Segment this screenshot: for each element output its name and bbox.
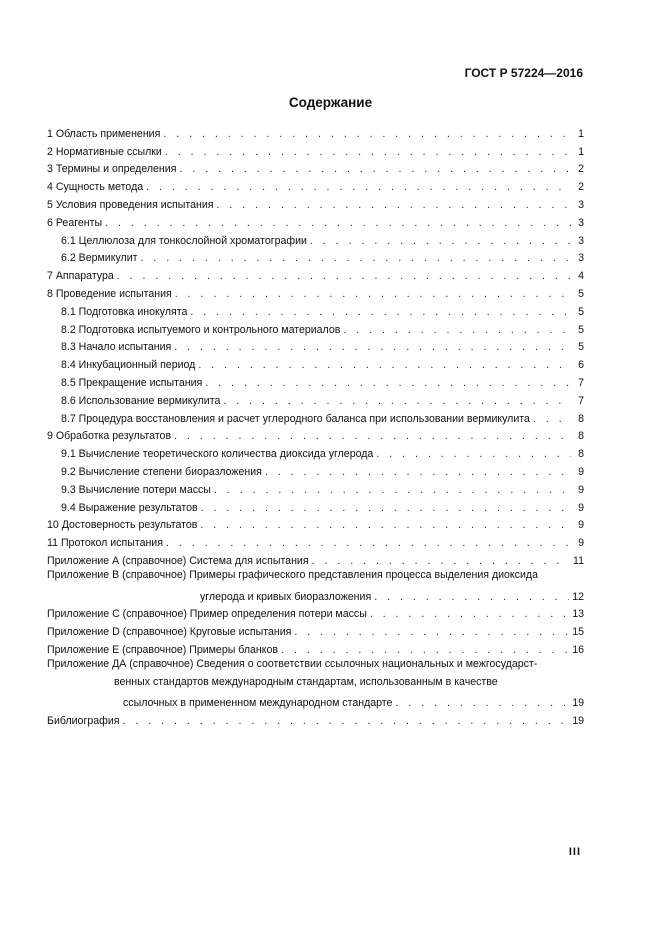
toc-entry[interactable] [47,140,584,158]
toc-entry-bibliography[interactable] [47,709,584,727]
toc-page-number: 9 [578,537,584,550]
toc-entry[interactable] [47,442,584,460]
toc-page-number: 13 [572,608,584,621]
toc-entry-label: 8.4 Инкубационный период [61,359,196,372]
toc-entry[interactable] [47,603,584,621]
dot-leader [374,591,569,603]
toc-page-number: 19 [572,715,584,728]
dot-leader [343,324,571,336]
toc-entry[interactable] [47,407,584,425]
toc-entry[interactable] [47,193,584,211]
toc-entry-label: 6 Реагенты [47,216,103,229]
dot-leader [146,181,571,193]
dot-leader [281,644,569,656]
toc-entry-label: 8.2 Подготовка испытуемого и контрольного материалов [61,323,341,336]
dot-leader [376,448,571,460]
toc-page-number: 3 [578,198,584,211]
dot-leader [166,537,571,549]
toc-entry-label-cont: венных стандартов международным стандартам, использованным в качестве [114,675,498,688]
toc-entry-label: 7 Аппаратура [47,270,114,283]
toc-entry-label: Приложение С (справочное) Пример определения потери массы [47,608,367,621]
toc-entry-label-cont: ссылочных в примененном международном стандарте [123,697,393,710]
toc-entry[interactable] [47,638,584,656]
dot-leader [200,519,571,531]
toc-entry[interactable] [47,247,584,265]
toc-entry[interactable] [47,122,584,140]
toc-entry[interactable] [47,282,584,300]
toc-entry-label: 8.3 Начало испытания [61,341,172,354]
toc-page-number: 2 [578,181,584,194]
dot-leader [105,217,571,229]
toc-entry[interactable] [47,264,584,282]
toc-page-number: 1 [578,145,584,158]
toc-entry-label: 3 Термины и определения [47,163,177,176]
toc-page-number: 6 [578,359,584,372]
toc-entry-label: Приложение Е (справочное) Примеры бланков [47,643,279,656]
toc-page-number: 3 [578,234,584,247]
toc-entry-label: 4 Сущность метода [47,181,144,194]
toc-entry-label: 8 Проведение испытания [47,287,172,300]
toc-page-number: 19 [572,697,584,710]
toc-entry-label: 8.1 Подготовка инокулята [61,305,188,318]
toc-entry-appendix-b[interactable] [47,567,584,603]
toc-entry[interactable] [47,389,584,407]
toc-entry-label: 8.7 Процедура восстановления и расчет углеродного баланса при использовании вермикулита [61,412,530,425]
dot-leader [205,377,571,389]
dot-leader [201,502,571,514]
dot-leader [370,608,569,620]
dot-leader [214,484,571,496]
dot-leader [175,288,571,300]
toc-entry-label: 9.4 Выражение результатов [61,501,198,514]
toc-entry[interactable] [47,460,584,478]
toc-entry-label: Приложение В (справочное) Примеры графического представления процесса выделения диоксида [47,568,538,581]
toc-entry[interactable] [47,620,584,638]
toc-entry-label: 9.2 Вычисление степени биоразложения [61,465,262,478]
toc-entry[interactable] [47,318,584,336]
dot-leader [533,413,571,425]
toc-page-number: 1 [578,127,584,140]
dot-leader [122,715,569,727]
dot-leader [310,235,571,247]
toc-entry-label: Приложение D (справочное) Круговые испытания [47,626,292,639]
toc-entry[interactable] [47,478,584,496]
toc-entry-label: 10 Достоверность результатов [47,519,198,532]
page-title: Содержание [288,95,373,110]
toc-entry-label: 11 Протокол испытания [47,537,163,550]
toc-page-number: 11 [573,554,584,567]
toc-page-number: 9 [578,483,584,496]
dot-leader [141,252,572,264]
toc-page-number: 5 [578,287,584,300]
dot-leader [179,163,571,175]
dot-leader [163,128,571,140]
toc-entry[interactable] [47,496,584,514]
toc-page-number: 15 [572,626,584,639]
dot-leader [294,626,569,638]
toc-entry-label: 8.6 Использование вермикулита [61,394,221,407]
standard-number: ГОСТ Р 57224—2016 [464,66,583,80]
toc-page-number: 8 [578,448,584,461]
dot-leader [216,199,571,211]
toc-entry[interactable] [47,353,584,371]
toc-entry-label: 6.1 Целлюлоза для тонкослойной хроматографии [61,234,307,247]
toc-page-number: 2 [578,163,584,176]
toc-page-number: 3 [578,216,584,229]
toc-entry[interactable] [47,211,584,229]
toc-entry-label: Приложение ДА (справочное) Сведения о соответствии ссылочных национальных и межгосударст- [47,657,538,670]
toc-entry[interactable] [47,514,584,532]
toc-page-number: 9 [578,501,584,514]
toc-entry[interactable] [47,336,584,354]
toc-entry-label: 5 Условия проведения испытания [47,198,214,211]
toc-entry-appendix-da[interactable] [47,656,584,709]
toc-page-number: 9 [578,519,584,532]
page-number: III [568,846,581,858]
dot-leader [198,359,571,371]
toc-entry[interactable] [47,371,584,389]
dot-leader [174,341,571,353]
dot-leader [117,270,571,282]
toc-entry[interactable] [47,531,584,549]
toc-page-number: 4 [578,270,584,283]
toc-entry-label: Библиография [47,715,120,728]
toc-entry[interactable] [47,229,584,247]
toc-entry[interactable] [47,175,584,193]
toc-entry[interactable] [47,549,584,567]
toc-page-number: 8 [578,412,584,425]
dot-leader [312,555,570,567]
toc-page-number: 5 [578,323,584,336]
toc-page-number: 8 [578,430,584,443]
toc-page-number: 3 [578,252,584,265]
toc-entry-label: 9.3 Вычисление потери массы [61,483,211,496]
toc-entry[interactable] [47,300,584,318]
toc-entry[interactable] [47,158,584,176]
toc-entry[interactable] [47,425,584,443]
toc-page-number: 7 [578,376,584,389]
toc-page-number: 9 [578,465,584,478]
dot-leader [165,146,571,158]
toc-entry-label: 8.5 Прекращение испытания [61,376,203,389]
toc-entry-label: Приложение А (справочное) Система для испытания [47,554,309,567]
toc-page-number: 5 [578,341,584,354]
toc-page-number: 16 [572,643,584,656]
dot-leader [174,430,571,442]
toc-entry-label: 2 Нормативные ссылки [47,145,162,158]
toc-page-number: 12 [572,590,584,603]
dot-leader [223,395,571,407]
dot-leader [190,306,571,318]
table-of-contents [47,122,584,727]
toc-entry-label: 9 Обработка результатов [47,430,172,443]
toc-page-number: 7 [578,394,584,407]
toc-entry-label: 1 Область применения [47,127,161,140]
toc-entry-label-cont: углерода и кривых биоразложения [200,590,372,603]
toc-page-number: 5 [578,305,584,318]
dot-leader [395,697,569,709]
toc-entry-label: 6.2 Вермикулит [61,252,138,265]
toc-entry-label: 9.1 Вычисление теоретического количества диоксида углерода [61,448,374,461]
dot-leader [265,466,571,478]
